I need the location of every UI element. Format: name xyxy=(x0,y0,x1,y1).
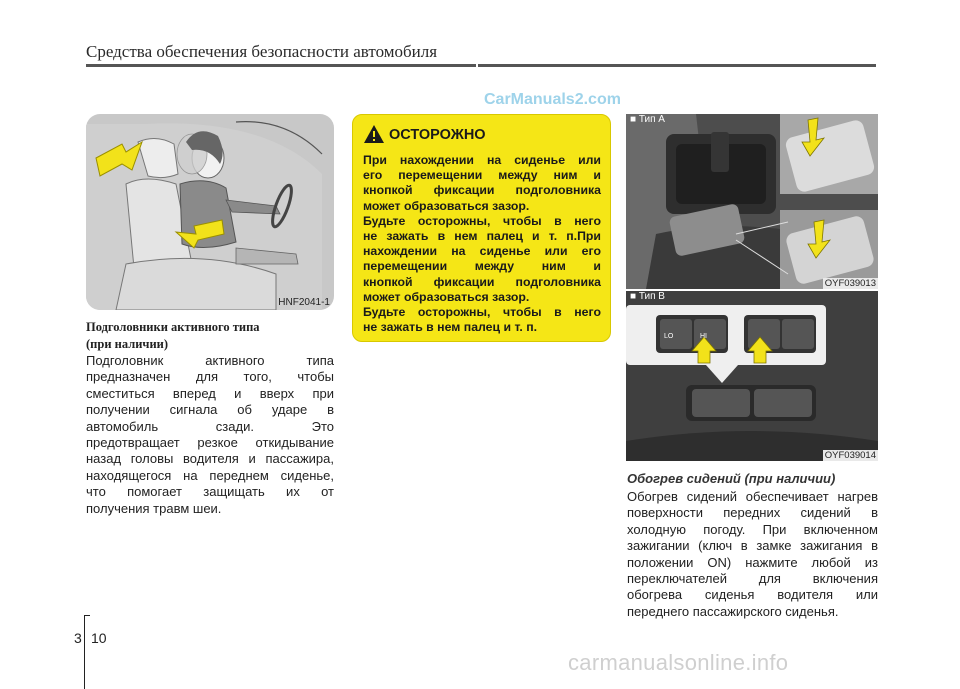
headrest-heading-line: (при наличии) xyxy=(86,337,169,351)
body-line: положении ON) нажмите любой из xyxy=(627,554,878,570)
body-line: назад головы водителя и пассажира, xyxy=(86,451,334,467)
switch-label-lo: LO xyxy=(664,333,674,340)
warning-line: может образоваться зазор. xyxy=(363,198,530,213)
body-line: предназначен для того, чтобы xyxy=(86,369,334,385)
warning-line: кнопкой фиксации подголовника xyxy=(363,274,601,289)
body-line: обогрева сиденья водителя или xyxy=(627,587,878,603)
headrest-heading xyxy=(86,319,336,353)
body-line: Подголовник активного типа xyxy=(86,353,334,368)
page-number: 10 xyxy=(91,630,107,646)
body-line: получения травм шеи. xyxy=(86,500,222,516)
warning-line: Будьте осторожны, чтобы в него xyxy=(363,213,601,228)
header-rule xyxy=(86,64,876,67)
body-line: переключателей для включения xyxy=(627,571,878,587)
headrest-body xyxy=(86,353,334,517)
warning-line: Будьте осторожны, чтобы в него xyxy=(363,305,601,320)
photo-code-type-b: OYF039014 xyxy=(824,450,876,461)
body-line: поверхности передних сидений в xyxy=(627,505,878,521)
seat-heater-photo-type-b xyxy=(626,291,878,461)
photo-code-type-a: OYF039013 xyxy=(824,278,876,289)
warning-line: перемещении между ним и xyxy=(363,259,601,274)
headrest-illustration xyxy=(86,114,334,310)
type-b-label: ■ Тип B xyxy=(630,291,665,302)
page-header-title: Средства обеспечения безопасности автомобиля xyxy=(86,42,438,61)
page-number-divider xyxy=(84,615,85,689)
warning-line: не зажать в нем палец и т. п. xyxy=(363,320,538,335)
console-photo-a xyxy=(626,114,878,289)
warning-line: нахождении на сиденье или его xyxy=(363,244,601,259)
body-line: Обогрев сидений обеспечивает нагрев xyxy=(627,489,878,504)
warning-box xyxy=(352,114,611,342)
body-line: зажигании (ключ в замке зажигания в xyxy=(627,538,878,554)
body-line: холодную погоду. При включенном xyxy=(627,521,878,537)
warning-line: кнопкой фиксации подголовника xyxy=(363,183,601,198)
headrest-drawing xyxy=(86,114,334,310)
seat-heater-body xyxy=(627,489,878,620)
warning-body xyxy=(363,153,601,335)
section-number: 3 xyxy=(74,630,82,646)
page-number-tick xyxy=(84,615,90,616)
seat-heater-heading: Обогрев сидений (при наличии) xyxy=(627,471,836,486)
warning-line: может образоваться зазор. xyxy=(363,289,530,304)
switch-label-hi: HI xyxy=(700,333,707,340)
body-line: предотвращает резкое откидывание xyxy=(86,435,334,451)
body-line: переднего пассажирского сиденья. xyxy=(627,603,839,619)
console-photo-b xyxy=(626,291,878,461)
body-line: получении сигнала об ударе в xyxy=(86,402,334,418)
seat-heater-photo-type-a xyxy=(626,114,878,289)
body-line: сместиться вперед и вверх при xyxy=(86,385,334,401)
body-line: что помогает защищать их от xyxy=(86,484,334,500)
body-line: находящегося на переднем сиденье, xyxy=(86,467,334,483)
watermark-bottom[interactable]: carmanualsonline.info xyxy=(568,650,789,675)
warning-line: не зажать в нем палец и т. п.При xyxy=(363,229,601,244)
watermark-top[interactable]: CarManuals2.com xyxy=(484,91,621,108)
headrest-heading-line: Подголовники активного типа xyxy=(86,320,260,334)
figure-code-headrest: HNF2041-1 xyxy=(278,297,330,308)
warning-title: ОСТОРОЖНО xyxy=(389,127,486,143)
body-line: автомобиль сзади. Это xyxy=(86,418,334,434)
type-a-label: ■ Тип A xyxy=(630,114,665,125)
warning-triangle-icon xyxy=(363,124,385,144)
warning-line: При нахождении на сиденье или xyxy=(363,153,601,167)
warning-line: его перемещении между ним и xyxy=(363,168,601,183)
header-rule-gap xyxy=(476,64,478,67)
